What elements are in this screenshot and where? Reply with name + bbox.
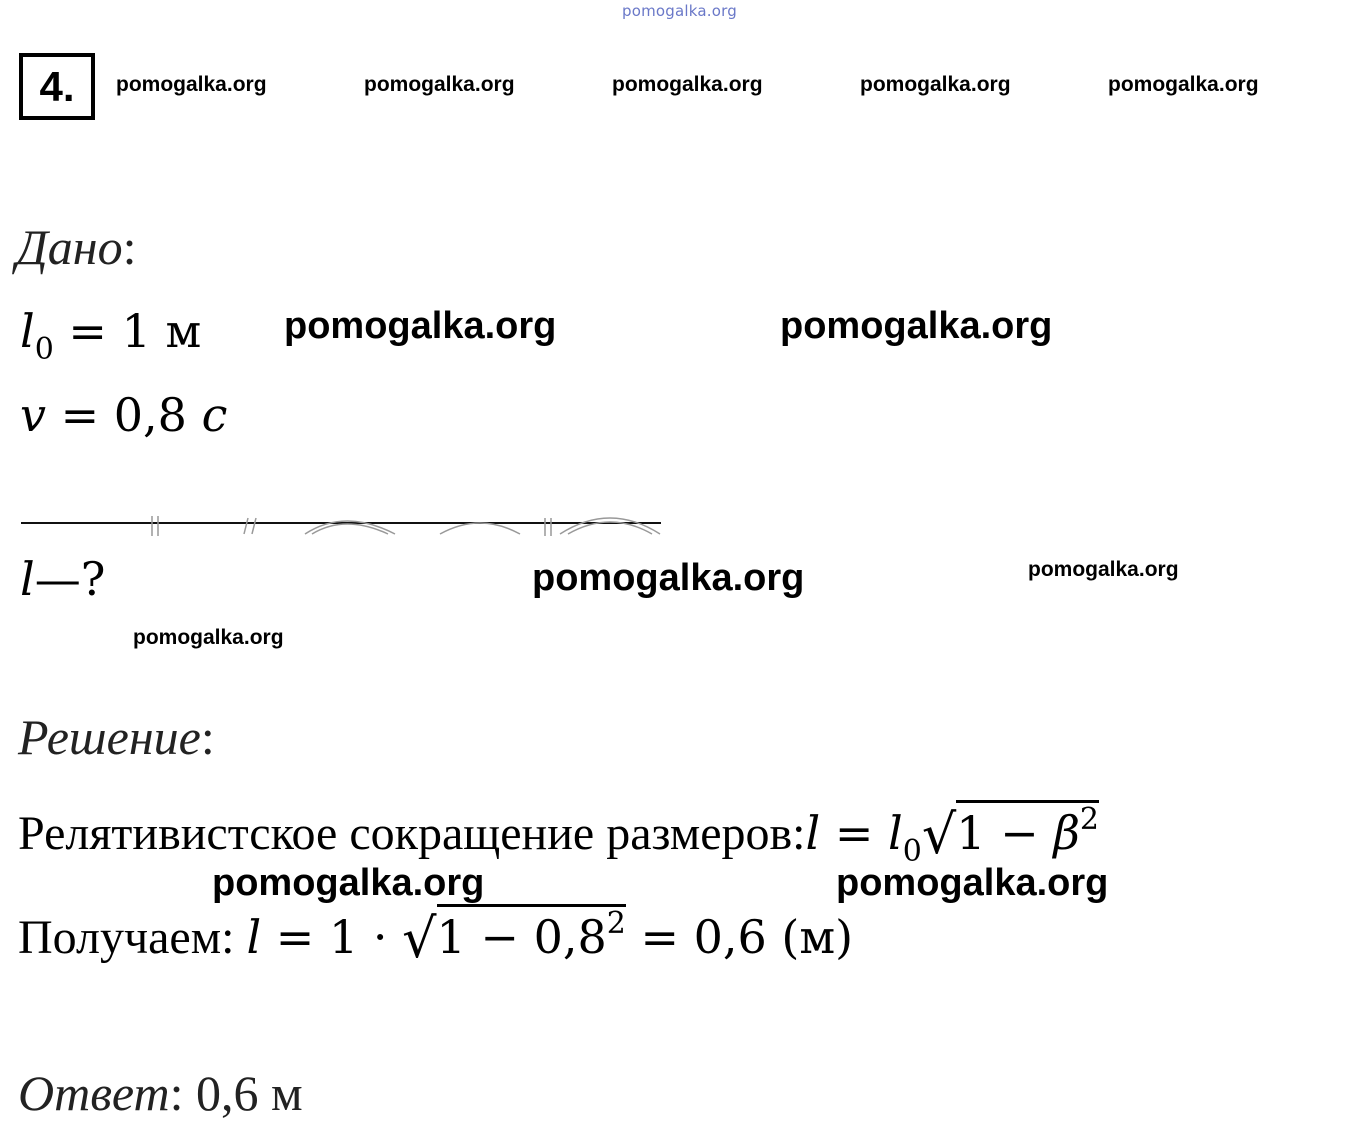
watermark-large-1: pomogalka.org	[284, 305, 557, 347]
watermark-large-2: pomogalka.org	[780, 305, 1053, 347]
watermark-mid-right: pomogalka.org	[1028, 558, 1179, 581]
solution-line2	[18, 904, 854, 970]
answer-line: Ответ: 0,6 м	[18, 1065, 303, 1121]
divider-artifacts	[140, 508, 670, 538]
watermark-header-4: pomogalka.org	[860, 73, 1011, 96]
task-number: 4.	[19, 53, 95, 120]
solution-line1-text: Релятивистское сокращение размеров:	[18, 807, 806, 860]
given-v: v = 0,8 c	[20, 388, 228, 442]
watermark-large-3: pomogalka.org	[532, 557, 805, 599]
watermark-large-4: pomogalka.org	[212, 862, 485, 904]
solution-heading: Решение:	[18, 709, 215, 765]
watermark-header-1: pomogalka.org	[116, 73, 267, 96]
answer-heading: Ответ	[18, 1065, 170, 1121]
find-l: l—?	[20, 552, 106, 606]
result-formula: $l = 1 \cdot √1 - 0,8^2 = 0,6$ (м)	[246, 906, 854, 970]
answer-value: 0,6 м	[195, 1065, 303, 1121]
watermark-mid-left: pomogalka.org	[133, 626, 284, 649]
watermark-large-5: pomogalka.org	[836, 862, 1109, 904]
watermark-header-5: pomogalka.org	[1108, 73, 1259, 96]
given-heading: Дано:	[16, 219, 137, 275]
solution-line2-text: Получаем:	[18, 911, 247, 964]
watermark-header-3: pomogalka.org	[612, 73, 763, 96]
watermark-top: pomogalka.org	[622, 2, 737, 20]
watermark-header-2: pomogalka.org	[364, 73, 515, 96]
given-l0: $l_0 = 1$ м	[20, 304, 202, 367]
solution-line1	[18, 800, 1099, 867]
contraction-formula: $l = l_0√1 - \beta^2$	[805, 802, 1099, 869]
